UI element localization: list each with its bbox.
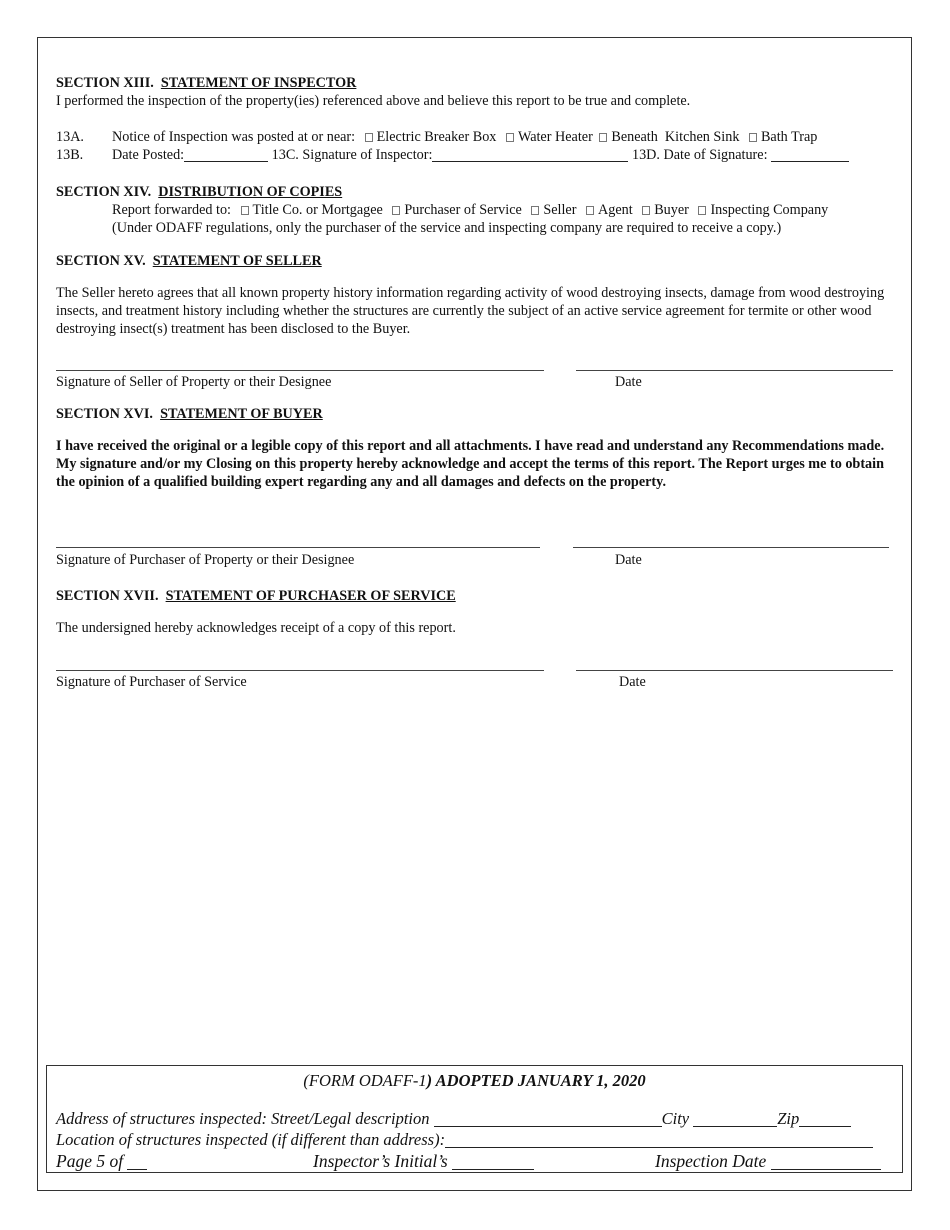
purchaser-date-label: Date xyxy=(619,674,646,690)
city-label: City xyxy=(661,1109,690,1128)
checkbox-bath-trap[interactable] xyxy=(749,133,757,142)
location-field[interactable] xyxy=(445,1133,873,1148)
seller-signature-line[interactable] xyxy=(56,370,544,371)
page-line xyxy=(56,1151,147,1171)
location-label: Location of structures inspected (if different than address): xyxy=(56,1130,446,1149)
section-13-label: SECTION XIII. xyxy=(56,75,154,91)
seller-date-line[interactable] xyxy=(576,370,893,371)
city-field[interactable] xyxy=(693,1112,777,1127)
section-16-label: SECTION XVI. xyxy=(56,406,153,422)
inspector-signature-field[interactable] xyxy=(432,147,628,162)
option-electric-breaker-box: Electric Breaker Box xyxy=(376,129,497,145)
checkbox-purchaser-of-service[interactable] xyxy=(392,206,400,215)
address-line xyxy=(56,1109,851,1129)
checkbox-agent[interactable] xyxy=(586,206,594,215)
buyer-date-line[interactable] xyxy=(573,547,889,548)
location-line xyxy=(56,1130,873,1150)
section-13-title: STATEMENT OF INSPECTOR xyxy=(160,75,357,91)
distribution-line xyxy=(112,201,828,219)
buyer-statement-body: I have received the original or a legible copy of this report and all attachments. I have read and understand any Recommendations made. My signature and/or my Closing on this property hereby acknowledge and accept the terms of this report. The Report urges me to obtain the opinion of a qualified building expert regarding any and all damages and defects on the property. xyxy=(56,438,885,490)
inspection-date-field[interactable] xyxy=(771,1154,881,1170)
option-beneath-kitchen-sink: Beneath Kitchen Sink xyxy=(611,129,740,145)
notice-posted-label: Notice of Inspection was posted at or near: xyxy=(112,129,356,145)
section-15-label: SECTION XV. xyxy=(56,253,146,269)
report-forwarded-label: Report forwarded to: xyxy=(112,202,231,218)
section-15-heading xyxy=(56,252,322,270)
line-13b-number: 13B. xyxy=(56,147,84,163)
purchaser-statement-body: The undersigned hereby acknowledges receipt of a copy of this report. xyxy=(56,620,456,636)
buyer-signature-label: Signature of Purchaser of Property or their Designee xyxy=(56,552,355,568)
date-of-signature-label: 13D. Date of Signature: xyxy=(631,147,768,163)
option-inspecting-company: Inspecting Company xyxy=(710,202,829,218)
checkbox-title-co[interactable] xyxy=(241,206,249,215)
distribution-note: (Under ODAFF regulations, only the purchaser of the service and inspecting company are required to receive a copy.) xyxy=(112,220,782,236)
section-14-title: DISTRIBUTION OF COPIES xyxy=(158,184,343,200)
option-seller: Seller xyxy=(543,202,577,218)
option-agent: Agent xyxy=(597,202,633,218)
line-13a xyxy=(112,128,817,146)
line-13a-number: 13A. xyxy=(56,129,84,145)
date-of-signature-field[interactable] xyxy=(771,147,849,162)
purchaser-signature-label: Signature of Purchaser of Service xyxy=(56,674,247,690)
checkbox-seller[interactable] xyxy=(531,206,539,215)
seller-date-label: Date xyxy=(615,374,642,390)
purchaser-signature-line[interactable] xyxy=(56,670,544,671)
form-label: (FORM ODAFF-1 xyxy=(303,1071,427,1090)
section-16-title: STATEMENT OF BUYER xyxy=(160,406,323,422)
line-13b xyxy=(112,146,849,164)
inspector-signature-label: 13C. Signature of Inspector: xyxy=(271,147,433,163)
buyer-date-label: Date xyxy=(615,552,642,568)
footer-box xyxy=(46,1065,903,1173)
section-14-label: SECTION XIV. xyxy=(56,184,152,200)
checkbox-electric-breaker-box[interactable] xyxy=(365,133,373,142)
section-17-title: STATEMENT OF PURCHASER OF SERVICE xyxy=(165,588,456,604)
checkbox-water-heater[interactable] xyxy=(506,133,514,142)
option-title-co: Title Co. or Mortgagee xyxy=(252,202,383,218)
zip-label: Zip xyxy=(777,1109,800,1128)
section-17-heading xyxy=(56,587,456,605)
inspection-date-line xyxy=(655,1151,881,1171)
buyer-signature-line[interactable] xyxy=(56,547,540,548)
checkbox-inspecting-company[interactable] xyxy=(698,206,706,215)
section-17-label: SECTION XVII. xyxy=(56,588,159,604)
seller-signature-label: Signature of Seller of Property or their Designee xyxy=(56,374,332,390)
checkbox-beneath-kitchen-sink[interactable] xyxy=(599,133,607,142)
adopted-date: ) ADOPTED JANUARY 1, 2020 xyxy=(426,1071,646,1090)
page-total-field[interactable] xyxy=(127,1154,147,1170)
inspection-date-label: Inspection Date xyxy=(655,1151,767,1171)
purchaser-date-line[interactable] xyxy=(576,670,893,671)
initials-field[interactable] xyxy=(452,1154,534,1170)
date-posted-field[interactable] xyxy=(184,147,268,162)
seller-statement-body: The Seller hereto agrees that all known property history information regarding activity of wood destroying insects, damage from wood destroying insects, and treatment history including whether the structures are currently the subject of an active service agreement for termite or other wood destroying insect(s) treatment has been disclosed to the Buyer. xyxy=(56,285,885,337)
address-label: Address of structures inspected: Street/Legal description xyxy=(56,1109,430,1128)
initials-label: Inspector’s Initial’s xyxy=(313,1151,448,1171)
section-16-heading xyxy=(56,405,323,423)
option-purchaser-of-service: Purchaser of Service xyxy=(404,202,522,218)
street-field[interactable] xyxy=(434,1112,662,1127)
option-bath-trap: Bath Trap xyxy=(760,129,818,145)
section-13-intro: I performed the inspection of the property(ies) referenced above and believe this report to be true and complete. xyxy=(56,93,691,109)
date-posted-label: Date Posted: xyxy=(112,147,185,163)
initials-line xyxy=(313,1151,534,1171)
checkbox-buyer[interactable] xyxy=(642,206,650,215)
option-buyer: Buyer xyxy=(654,202,689,218)
form-adopted-title xyxy=(47,1071,902,1091)
section-15-title: STATEMENT OF SELLER xyxy=(152,253,322,269)
page-label: Page 5 of xyxy=(56,1151,124,1171)
section-13-heading xyxy=(56,74,356,92)
zip-field[interactable] xyxy=(799,1112,851,1127)
section-14-heading xyxy=(56,183,342,201)
option-water-heater: Water Heater xyxy=(517,129,593,145)
